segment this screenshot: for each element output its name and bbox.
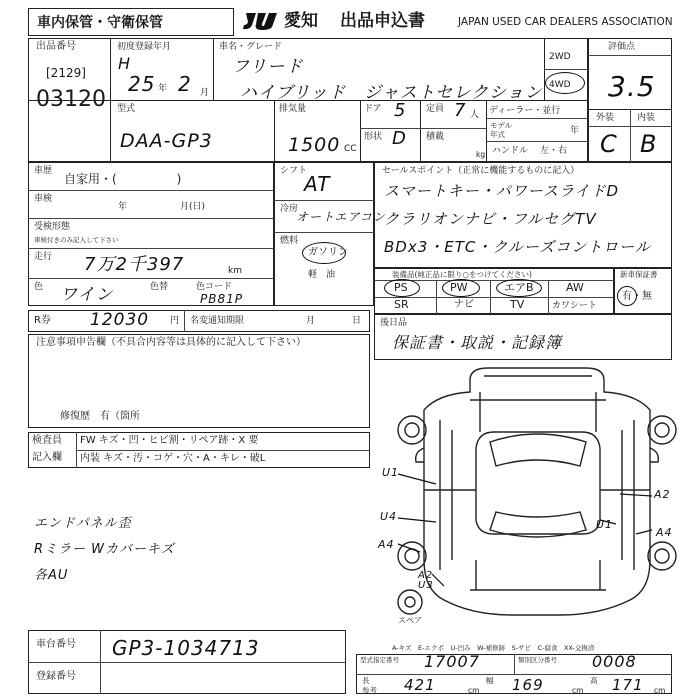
shape-value: D [392,128,407,149]
cooler-value: オートエアコン [296,210,386,224]
equip-pw: PW [450,281,468,294]
inspector-row-1: FW キズ・凹・ヒビ割・リペア跡・X 要 [80,435,259,446]
note-line-3: 各AU [34,568,69,583]
shape-label: 形状 [364,132,383,142]
inspector-row-2: 内装 キズ・汚・コゲ・穴・A・キレ・破L [80,453,266,464]
equip-ps: PS [394,281,408,294]
selling-point-line1: スマートキー・パワースライドD [384,182,620,200]
damage-legend: A-キズ E-エクボ U-凹み W-補修跡 S-サビ C-腐食 XX-交換済 [392,644,595,652]
recycle-value: 12030 [90,310,150,330]
storage-label: 車内保管・守衛保管 [37,15,163,31]
length-label: 長 [362,676,370,685]
damage-a2-bottom: A2 [418,570,434,581]
registration-month-unit: 月 [200,88,210,98]
renew-month: 月 [306,316,316,326]
repair-label: 修復歴 有（箇所 [60,411,140,422]
color-label: 色 [34,282,44,292]
fuel-alt: 軽 油 [308,270,336,280]
color-value: ワイン [60,285,114,305]
chassis-value: GP3-1034713 [112,636,260,660]
color-code-value: PB81P [200,292,243,306]
vehicle-name-label: 車名・グレード [219,42,283,52]
history-value: 自家用・( ) [64,172,182,186]
width-unit: cm [572,686,584,695]
length-unit: cm [468,686,480,695]
note-line-1: エンドパネル歪 [34,516,132,531]
lot-number: 03120 [36,87,106,112]
dealer-label: ディーラー・並行 [489,106,561,116]
registration-era: H [118,54,132,73]
damage-u4: U4 [380,510,398,523]
category-value: 0008 [592,652,637,671]
exterior-label: 外装 [596,113,615,123]
mileage-label: 走行 [34,252,53,262]
damage-u3: U3 [418,580,434,591]
inspector-label-2: 記入欄 [32,452,62,463]
notes-label: 注意事項申告欄（不具合内容等は具体的に記入して下さい） [36,337,306,348]
load-label: 積載 [426,132,445,142]
history-label: 車歴 [34,166,53,176]
capacity-value: 7 [454,100,467,121]
damage-a4-left: A4 [378,538,395,551]
mileage-unit: km [228,266,242,276]
doors-label: ドア [364,104,382,114]
shift-value: AT [304,172,331,196]
equip-aircon: エアB [504,281,534,294]
equip-aw: AW [566,281,584,294]
registration-month: 2 [178,72,192,96]
grade-score: 3.5 [608,70,656,103]
registration-year: 25 [128,72,156,96]
model-year-sub: 年式 [490,130,505,139]
equip-tv: TV [510,298,525,311]
accept-note: 車検付きのみ記入して下さい [34,236,119,244]
grade-label: 評価点 [608,42,636,52]
selling-point-line2: クラリオンナビ・フルセグTV [384,210,597,228]
accept-label: 受検形態 [34,222,71,232]
damage-u1-right: U1 [596,518,614,531]
model-cert-value: 17007 [424,652,480,671]
length-value: 421 [404,676,436,694]
model-cert-label: 型式指定番号 [360,656,399,664]
width-value: 169 [512,676,544,694]
registration-label: 初度登録年月 [117,42,172,52]
recycle-label: R券 [34,315,51,326]
lot-label: 出品番号 [36,41,76,52]
note-line-2: Rミラー Wカバーキズ [34,542,175,557]
model-year-unit: 年 [570,126,580,136]
equipment-label: 装備品(純正品に限り○をつけてください) [392,270,532,279]
mileage-value: 7万2千397 [84,254,185,275]
category-label: 類別区分番号 [518,656,557,664]
damage-a4-right: A4 [656,526,673,539]
height-label: 高 [590,676,598,685]
fuel-value: ガソリン [308,247,348,258]
model-label: 型式 [117,104,136,114]
vehicle-name-line1: フリード [232,57,304,77]
handle-options: 左・右 [540,146,568,156]
renew-day: 日 [352,316,362,326]
color-change-label: 色替 [150,282,169,292]
equip-leather: カワシート [552,301,598,311]
vehicle-name-line2: ハイブリッド ジャストセレクション [240,83,543,103]
capacity-unit: 人 [470,110,480,120]
after-items-label: 後日品 [380,318,408,328]
fuel-label: 燃料 [280,236,299,246]
load-unit: kg [476,150,486,159]
height-unit: cm [654,686,666,695]
inspector-label-1: 検査員 [32,435,62,446]
association-name: JAPAN USED CAR DEALERS ASSOCIATION [458,16,673,28]
inspection-label: 車検 [34,194,53,204]
drive-2wd: 2WD [549,52,571,62]
handle-label: ハンドル [492,146,529,156]
ref-label: 参考 [362,686,377,695]
interior-grade: B [640,130,658,158]
lot-sub-code: [2129] [46,66,86,80]
model-year-label: モデル [490,121,513,130]
chassis-label: 車台番号 [36,639,76,650]
model-value: DAA-GP3 [120,130,213,152]
exterior-grade: C [600,130,618,158]
capacity-label: 定員 [426,104,445,114]
registration-year-unit: 年 [158,84,168,94]
brand-name: 愛知 [284,11,318,31]
warranty-value: 有・無 [622,291,652,302]
displacement-value: 1500 [288,134,341,156]
cooler-label: 冷房 [280,204,299,214]
width-label: 幅 [486,676,494,685]
spare-label: スペア [398,616,422,625]
recycle-unit: 円 [170,316,180,326]
doors-value: 5 [394,100,407,121]
reg-label: 登録番号 [36,671,76,682]
inspection-month-unit: 月(日) [180,202,206,212]
interior-label: 内装 [637,113,656,123]
inspection-year-unit: 年 [118,202,128,212]
displacement-label: 排気量 [279,104,307,114]
shift-label: シフト [280,166,308,176]
after-items-value: 保証書・取説・記録簿 [392,333,563,352]
warranty-label: 新車保証書 [620,270,658,279]
height-value: 171 [612,676,644,694]
equip-navi: ナビ [454,299,474,310]
displacement-unit: CC [344,144,357,154]
equip-sr: SR [394,298,409,311]
form-title: 出品申込書 [340,11,425,31]
damage-u1-left: U1 [382,466,400,479]
damage-a2-right: A2 [654,488,671,501]
color-code-label: 色コード [196,282,233,292]
selling-point-line3: BDx3・ETC・クルーズコントロール [384,238,651,256]
renew-label: 名変通知期限 [190,316,245,326]
drive-4wd: 4WD [549,80,571,90]
selling-points-label: セールスポイント（正常に機能するものに記入） [382,166,580,176]
